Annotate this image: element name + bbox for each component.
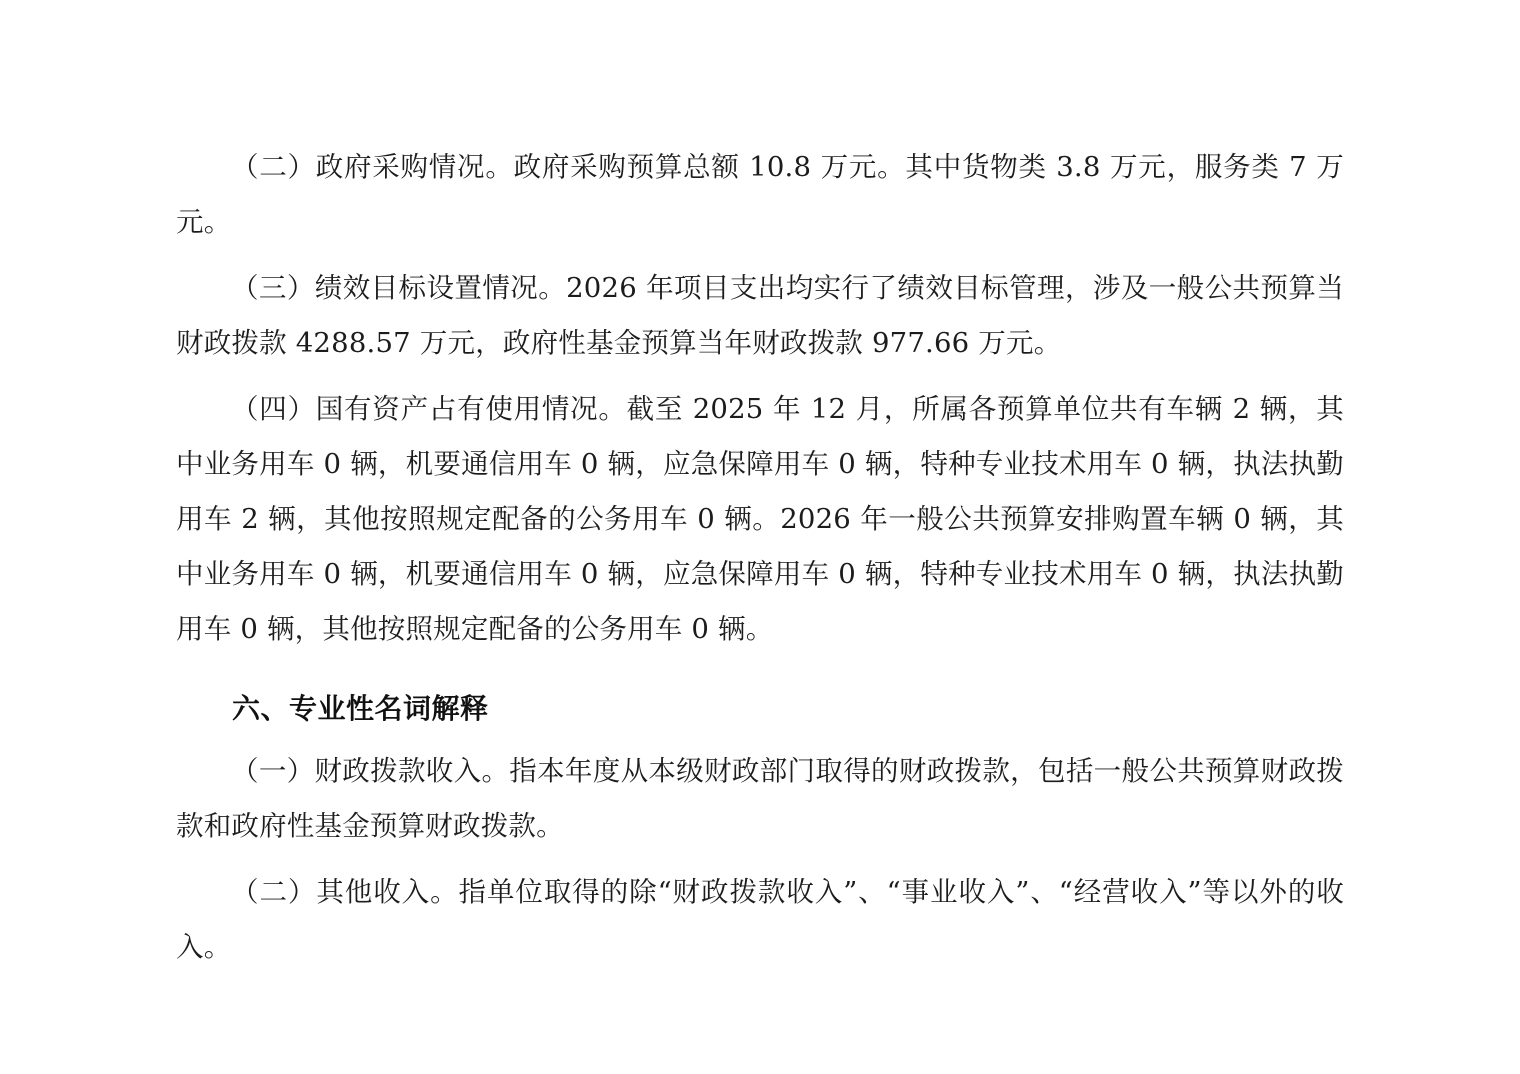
section-heading-terminology: 六、专业性名词解释: [232, 692, 489, 725]
definition-fiscal-appropriation-income: （一）财政拨款收入。指本年度从本级财政部门取得的财政拨款，包括一般公共预算财政拨款和政府性基金预算财政拨款。: [176, 755, 1344, 842]
paragraph-performance-goals: （三）绩效目标设置情况。2026 年项目支出均实行了绩效目标管理，涉及一般公共预算当财政拨款 4288.57 万元，政府性基金预算当年财政拨款 977.66 万元。: [176, 272, 1344, 359]
document-body: [176, 140, 1344, 975]
paragraph-procurement: （二）政府采购情况。政府采购预算总额 10.8 万元。其中货物类 3.8 万元，服务类 7 万元。: [176, 151, 1344, 238]
definition-other-income: （二）其他收入。指单位取得的除“财政拨款收入”、“事业收入”、“经营收入”等以外的收入。: [176, 876, 1344, 963]
paragraph-state-assets: （四）国有资产占有使用情况。截至 2025 年 12 月，所属各预算单位共有车辆 2 辆，其中业务用车 0 辆，机要通信用车 0 辆，应急保障用车 0 辆，特种专业技术用车 0 辆，执法执勤用车 2 辆，其他按照规定配备的公务用车 0 辆。2026 年一般公共预算安排购置车辆 0 辆，其中业务用车 0 辆，机要通信用车 0 辆，应急保障用车 0 辆，特种专业技术用车 0 辆，执法执勤用车 0 辆，其他按照规定配备的公务用车 0 辆。: [176, 393, 1344, 645]
